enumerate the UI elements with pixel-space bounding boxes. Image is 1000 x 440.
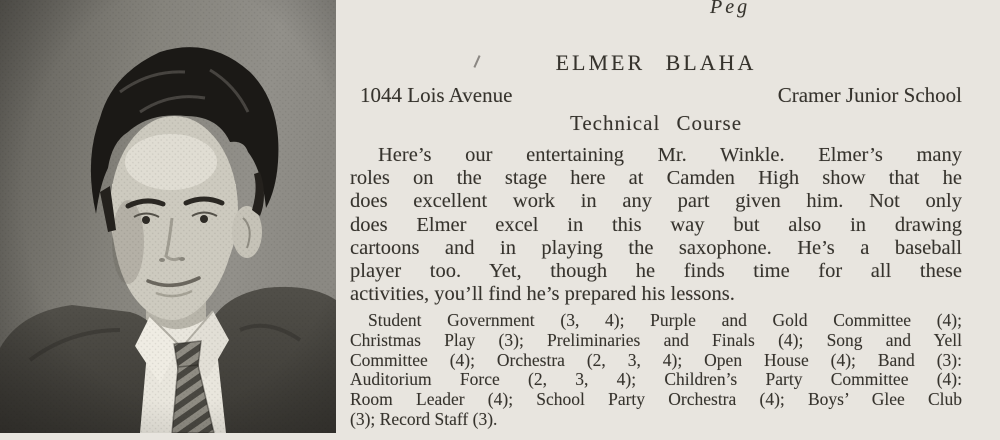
student-name: ELMER BLAHA	[555, 50, 757, 75]
activities-line: Committee (4); Orchestra (2, 3, 4); Open House (4); Band (3):	[350, 349, 962, 370]
student-school: Cramer Junior School	[777, 83, 962, 107]
page-header-label: Peg	[710, 0, 751, 18]
student-course: Technical Course	[569, 111, 743, 135]
bio-line: roles on the stage here at Camden High show that he	[350, 167, 962, 190]
bio-line: does Elmer excel in this way but also in drawing	[350, 213, 962, 236]
student-portrait-photo	[0, 0, 336, 433]
activities-list	[350, 311, 962, 430]
activities-line: Room Leader (4); School Party Orchestra (4); Boys’ Glee Club	[350, 389, 962, 410]
activities-line: (3); Record Staff (3).	[350, 408, 498, 429]
bio-line: Here’s our entertaining Mr. Winkle. Elmer’s many	[378, 144, 962, 166]
bio-line: does excellent work in any part given him. Not only	[350, 190, 962, 213]
bio-line: cartoons and in playing the saxophone. He’s a baseball	[350, 236, 962, 259]
entry-text-column	[350, 0, 962, 440]
activities-line: Christmas Play (3); Preliminaries and Finals (4); Song and Yell	[350, 329, 962, 350]
address-row	[350, 83, 962, 108]
bio-line: activities, you’ll find he’s prepared his lessons.	[350, 283, 735, 306]
activities-line: Student Government (3, 4); Purple and Gold Committee (4);	[368, 310, 962, 330]
student-address: 1044 Lois Avenue	[360, 83, 513, 107]
portrait-illustration	[0, 0, 336, 433]
activities-line: Auditorium Force (2, 3, 4); Children’s Party Committee (4):	[350, 369, 962, 390]
bio-line: player too. Yet, though he finds time for all these	[350, 260, 962, 283]
bio-paragraph	[350, 144, 962, 306]
